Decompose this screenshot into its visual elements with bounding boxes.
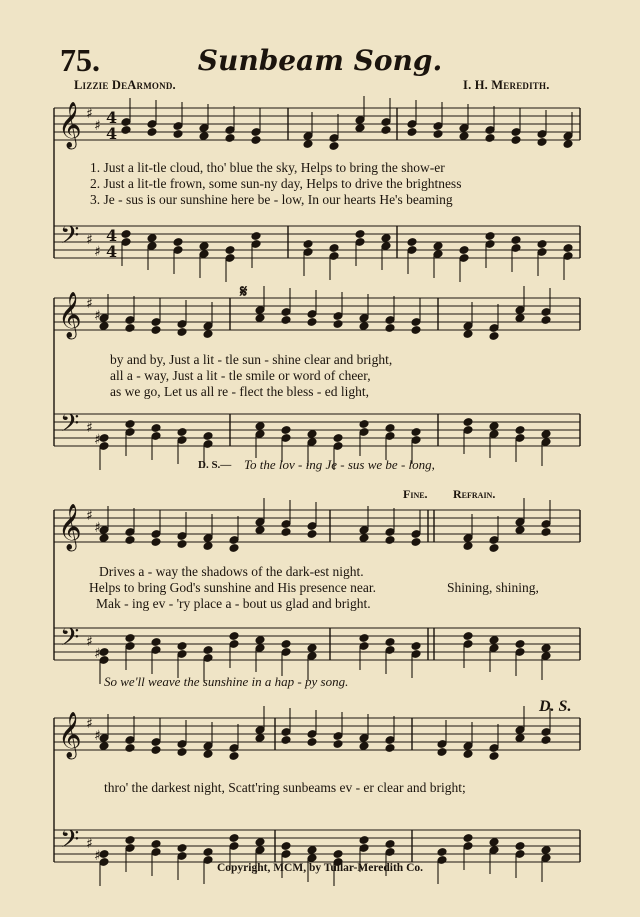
notehead — [359, 742, 369, 751]
s2-verse-3: as we go, Let us all re - flect the bless - ed light, — [110, 384, 370, 399]
notehead — [485, 232, 495, 241]
notehead — [541, 430, 551, 439]
notehead — [125, 836, 135, 845]
treble-clef: 𝄞 — [58, 712, 82, 758]
notehead — [177, 328, 187, 337]
sharp-sign: ♯ — [86, 508, 93, 524]
notehead — [433, 242, 443, 251]
notehead — [515, 640, 525, 649]
notehead — [541, 528, 551, 537]
notehead — [125, 744, 135, 753]
notehead — [433, 130, 443, 139]
notehead — [563, 140, 573, 149]
time-signature: 4 — [106, 124, 118, 143]
notehead — [359, 634, 369, 643]
notehead — [329, 142, 339, 151]
notehead — [203, 542, 213, 551]
notehead — [437, 848, 447, 857]
notehead — [355, 230, 365, 239]
notehead — [385, 744, 395, 753]
notehead — [177, 642, 187, 651]
notehead — [307, 318, 317, 327]
notehead — [303, 240, 313, 249]
sharp-sign: ♯ — [94, 646, 101, 662]
refrain-text: Shining, shining, — [447, 580, 539, 595]
notehead — [255, 838, 265, 847]
notehead — [489, 544, 499, 553]
sharp-sign: ♯ — [94, 728, 101, 744]
notehead — [203, 646, 213, 655]
composer: I. H. Meredith. — [463, 78, 550, 92]
notehead — [515, 842, 525, 851]
notehead — [437, 748, 447, 757]
notehead — [541, 644, 551, 653]
notehead — [489, 422, 499, 431]
notehead — [125, 324, 135, 333]
notehead — [229, 632, 239, 641]
sharp-sign: ♯ — [86, 716, 93, 732]
bass-clef: 𝄢 — [60, 409, 80, 444]
notehead — [385, 424, 395, 433]
s3-bass-line: So we'll weave the sunshine in a hap - py song. — [104, 674, 349, 689]
s2-verse-1: by and by, Just a lit - tle sun - shine clear and bright, — [110, 352, 393, 367]
notehead — [255, 526, 265, 535]
notehead — [385, 536, 395, 545]
notehead — [281, 640, 291, 649]
notehead — [121, 126, 131, 135]
notehead — [463, 542, 473, 551]
notehead — [281, 842, 291, 851]
notehead — [381, 234, 391, 243]
notehead — [151, 424, 161, 433]
notehead — [355, 124, 365, 133]
s3-verse-3: Mak - ing ev - 'ry place a - bout us glad and bright. — [96, 596, 371, 611]
notehead — [537, 138, 547, 147]
notehead — [203, 750, 213, 759]
sharp-sign: ♯ — [94, 520, 101, 536]
notehead — [255, 314, 265, 323]
sharp-sign: ♯ — [86, 106, 93, 122]
notehead — [229, 752, 239, 761]
notehead — [489, 332, 499, 341]
notehead — [407, 128, 417, 137]
notehead — [251, 232, 261, 241]
notehead — [489, 838, 499, 847]
notehead — [281, 736, 291, 745]
notehead — [125, 634, 135, 643]
sharp-sign: ♯ — [94, 244, 101, 260]
treble-clef: 𝄞 — [58, 102, 82, 148]
notehead — [173, 130, 183, 139]
notehead — [255, 422, 265, 431]
notehead — [463, 330, 473, 339]
notehead — [173, 238, 183, 247]
notehead — [229, 544, 239, 553]
notehead — [359, 836, 369, 845]
ds-line-text: To the lov - ing Je - sus we be - long, — [244, 457, 435, 472]
notehead — [333, 320, 343, 329]
notehead — [229, 834, 239, 843]
notehead — [151, 638, 161, 647]
notehead — [515, 426, 525, 435]
treble-clef: 𝄞 — [58, 292, 82, 338]
ds-mark: D. S. — [539, 698, 572, 715]
notehead — [307, 430, 317, 439]
notehead — [333, 850, 343, 859]
notehead — [177, 844, 187, 853]
notehead — [359, 534, 369, 543]
notehead — [199, 132, 209, 141]
notehead — [541, 736, 551, 745]
notehead — [203, 432, 213, 441]
notehead — [537, 240, 547, 249]
notehead — [307, 846, 317, 855]
notehead — [151, 746, 161, 755]
notehead — [411, 326, 421, 335]
notehead — [511, 136, 521, 145]
notehead — [459, 246, 469, 255]
notehead — [411, 538, 421, 547]
notehead — [255, 636, 265, 645]
hymn-number: 75. — [60, 42, 100, 78]
notehead — [515, 314, 525, 323]
s4-verse: thro' the darkest night, Scatt'ring sunbeams ev - er clear and bright; — [104, 780, 466, 795]
notehead — [121, 230, 131, 239]
notehead — [125, 420, 135, 429]
sharp-sign: ♯ — [86, 420, 93, 436]
notehead — [281, 316, 291, 325]
s1-verse-2: 2. Just a lit-tle frown, some sun-ny day, Helps to drive the brightness — [90, 176, 462, 191]
notehead — [511, 236, 521, 245]
sharp-sign: ♯ — [94, 432, 101, 448]
sharp-sign: ♯ — [86, 232, 93, 248]
notehead — [385, 840, 395, 849]
notehead — [151, 326, 161, 335]
refrain-mark: Refrain. — [453, 487, 496, 501]
hymn-title: Sunbeam Song. — [197, 44, 443, 77]
notehead — [385, 638, 395, 647]
notehead — [411, 428, 421, 437]
notehead — [333, 740, 343, 749]
s1-verse-3: 3. Je - sus is our sunshine here be - low, In our hearts He's beaming — [90, 192, 453, 207]
s3-verse-1: Drives a - way the shadows of the dark-est night. — [99, 564, 364, 579]
notehead — [147, 234, 157, 243]
notehead — [281, 426, 291, 435]
time-signature: 4 — [106, 242, 118, 261]
notehead — [407, 238, 417, 247]
notehead — [515, 734, 525, 743]
treble-clef: 𝄞 — [58, 504, 82, 550]
notehead — [177, 540, 187, 549]
notehead — [303, 140, 313, 149]
segno-sign: 𝄋 — [240, 282, 248, 301]
notehead — [147, 128, 157, 137]
copyright-line: Copyright, MCM, by Tullar-Meredith Co. — [216, 862, 424, 874]
notehead — [225, 134, 235, 143]
notehead — [177, 428, 187, 437]
sharp-sign: ♯ — [94, 848, 101, 864]
notehead — [485, 134, 495, 143]
notehead — [489, 752, 499, 761]
notehead — [359, 322, 369, 331]
notehead — [463, 632, 473, 641]
sharp-sign: ♯ — [94, 118, 101, 134]
notehead — [199, 242, 209, 251]
notehead — [515, 526, 525, 535]
notehead — [151, 840, 161, 849]
sharp-sign: ♯ — [94, 308, 101, 324]
fine-mark: Fine. — [403, 487, 428, 501]
time-signature: 4 — [106, 108, 118, 127]
notehead — [251, 136, 261, 145]
notehead — [225, 246, 235, 255]
notehead — [333, 434, 343, 443]
notehead — [541, 846, 551, 855]
notehead — [459, 132, 469, 141]
notehead — [411, 642, 421, 651]
notehead — [541, 316, 551, 325]
notehead — [463, 750, 473, 759]
notehead — [307, 738, 317, 747]
notehead — [307, 530, 317, 539]
bass-clef: 𝄢 — [60, 623, 80, 658]
notehead — [177, 748, 187, 757]
notehead — [381, 126, 391, 135]
bass-clef: 𝄢 — [60, 825, 80, 860]
time-signature: 4 — [106, 226, 118, 245]
s3-verse-2: Helps to bring God's sunshine and His presence near. — [89, 580, 377, 595]
notehead — [359, 420, 369, 429]
notehead — [151, 538, 161, 547]
notehead — [307, 644, 317, 653]
notehead — [203, 330, 213, 339]
notehead — [125, 536, 135, 545]
s1-verse-1: 1. Just a lit-tle cloud, tho' blue the sky, Helps to bring the show-er — [90, 160, 445, 175]
lyricist: Lizzie DeArmond. — [74, 78, 176, 92]
notehead — [563, 244, 573, 253]
notehead — [463, 418, 473, 427]
notehead — [489, 636, 499, 645]
s2-verse-2: all a - way, Just a lit - tle smile or word of cheer, — [110, 368, 371, 383]
notehead — [281, 528, 291, 537]
notehead — [385, 324, 395, 333]
sharp-sign: ♯ — [86, 836, 93, 852]
bass-clef: 𝄢 — [60, 221, 80, 256]
notehead — [255, 734, 265, 743]
ds-line-label: D. S.— — [198, 459, 232, 471]
sharp-sign: ♯ — [86, 634, 93, 650]
notehead — [463, 834, 473, 843]
notehead — [329, 244, 339, 253]
notehead — [203, 848, 213, 857]
sharp-sign: ♯ — [86, 296, 93, 312]
